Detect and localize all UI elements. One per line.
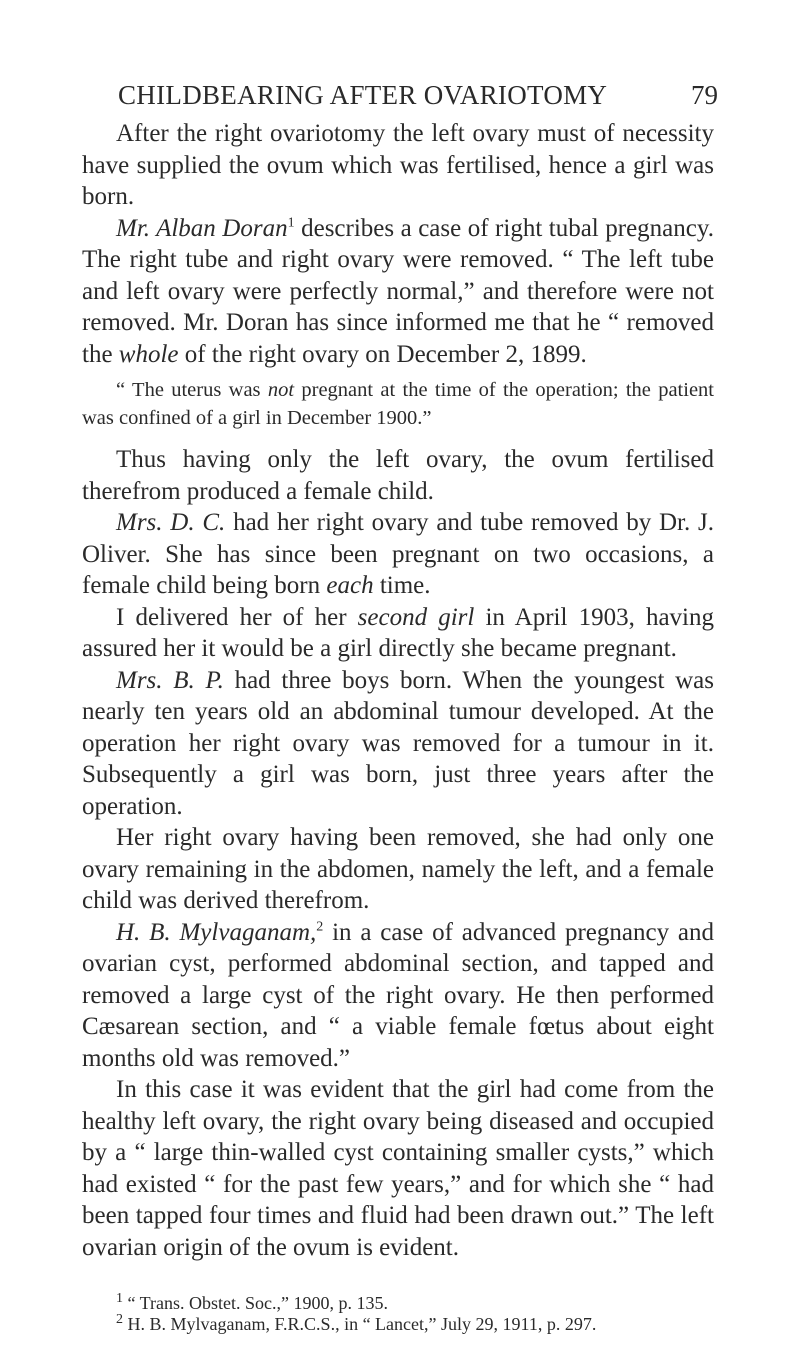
paragraph: [82, 507, 714, 602]
paragraph: [82, 665, 714, 823]
paragraph-text: I delivered her of her: [116, 603, 358, 631]
paragraph-text: in April 1903, having assured her it would be a girl directly she became pregnant.: [82, 603, 714, 662]
running-title: CHILDBEARING AFTER OVARIOTOMY: [118, 80, 608, 110]
footnotes: [82, 1293, 714, 1335]
running-head: [118, 80, 718, 120]
emphasis: each: [326, 572, 374, 599]
paragraph-text: had her right ovary and tube removed by Dr. J. Oliver. She has since been pregnant on two occasions, a female child being born: [82, 509, 714, 599]
emphasis: not: [267, 379, 295, 401]
quote-text: pregnant at the time of the operation; the patient was confined of a girl in December 1900.”: [82, 379, 714, 429]
emphasis: second girl: [357, 603, 475, 631]
paragraph: After the right ovariotomy the left ovary must of necessity have supplied the ovum which was fertilised, hence a girl was born.: [82, 120, 714, 210]
case-name: Mr. Alban Doran: [116, 214, 288, 242]
footnote-text: “ Trans. Obstet. Soc.,” 1900, p. 135.: [127, 1293, 388, 1313]
body-text: [82, 118, 714, 1263]
footnote: [82, 1293, 714, 1314]
paragraph: In this case it was evident that the girl had come from the healthy left ovary, the right ovary being diseased and occupied by a “ large thin-walled cyst containing smaller cysts,” which had existed “ for the past few years,” and for which she “ had been tapped four times and fluid had been drawn out.” The left ovarian origin of the ovum is evident.: [82, 1076, 714, 1261]
quote-text: “ The uterus was: [116, 379, 268, 401]
paragraph: [82, 917, 714, 1075]
emphasis: whole: [118, 340, 179, 368]
footnote-mark: 1: [116, 1291, 123, 1306]
footnote-text: H. B. Mylvaganam, F.R.C.S., in “ Lancet,” July 29, 1911, p. 297.: [127, 1314, 597, 1334]
page-number: 79: [691, 80, 718, 110]
paragraph-text: of the right ovary on December 2, 1899.: [178, 340, 587, 368]
case-name: Mrs. D. C.: [116, 509, 226, 536]
case-name: H. B. Mylvaganam,: [116, 918, 317, 946]
paragraph: Thus having only the left ovary, the ovum fertilised therefrom produced a female child.: [82, 446, 714, 505]
paragraph-text: had three boys born. When the youngest was nearly ten years old an abdominal tumour developed. At the operation her right ovary was removed for a tumour in it. Subsequently a girl was born, just three years after the operation.: [82, 666, 714, 820]
paragraph-text: describes a case of right tubal pregnancy. The right tube and right ovary were removed. “ The left tube and left ovary were perfectly normal,” and therefore were not removed. Mr. Doran has since informed me that he “ removed the: [82, 214, 714, 368]
footnote: [82, 1314, 714, 1335]
case-name: Mrs. B. P.: [116, 666, 224, 694]
block-quote: [82, 376, 714, 432]
paragraph-text: in a case of advanced pregnancy and ovarian cyst, performed abdominal section, and tapped and removed a large cyst of the right ovary. He then performed Cæsarean section, and “ a viable female fœtus about eight months old was removed.”: [82, 918, 715, 1072]
paragraph-text: time.: [373, 572, 431, 599]
footnote-ref: 2: [316, 919, 324, 935]
footnote-ref: 1: [287, 215, 295, 231]
paragraph: Her right ovary having been removed, she had only one ovary remaining in the abdomen, namely the left, and a female child was derived therefrom.: [82, 824, 714, 914]
paragraph: [82, 602, 714, 665]
footnote-mark: 2: [116, 1312, 123, 1327]
paragraph: [82, 213, 714, 371]
